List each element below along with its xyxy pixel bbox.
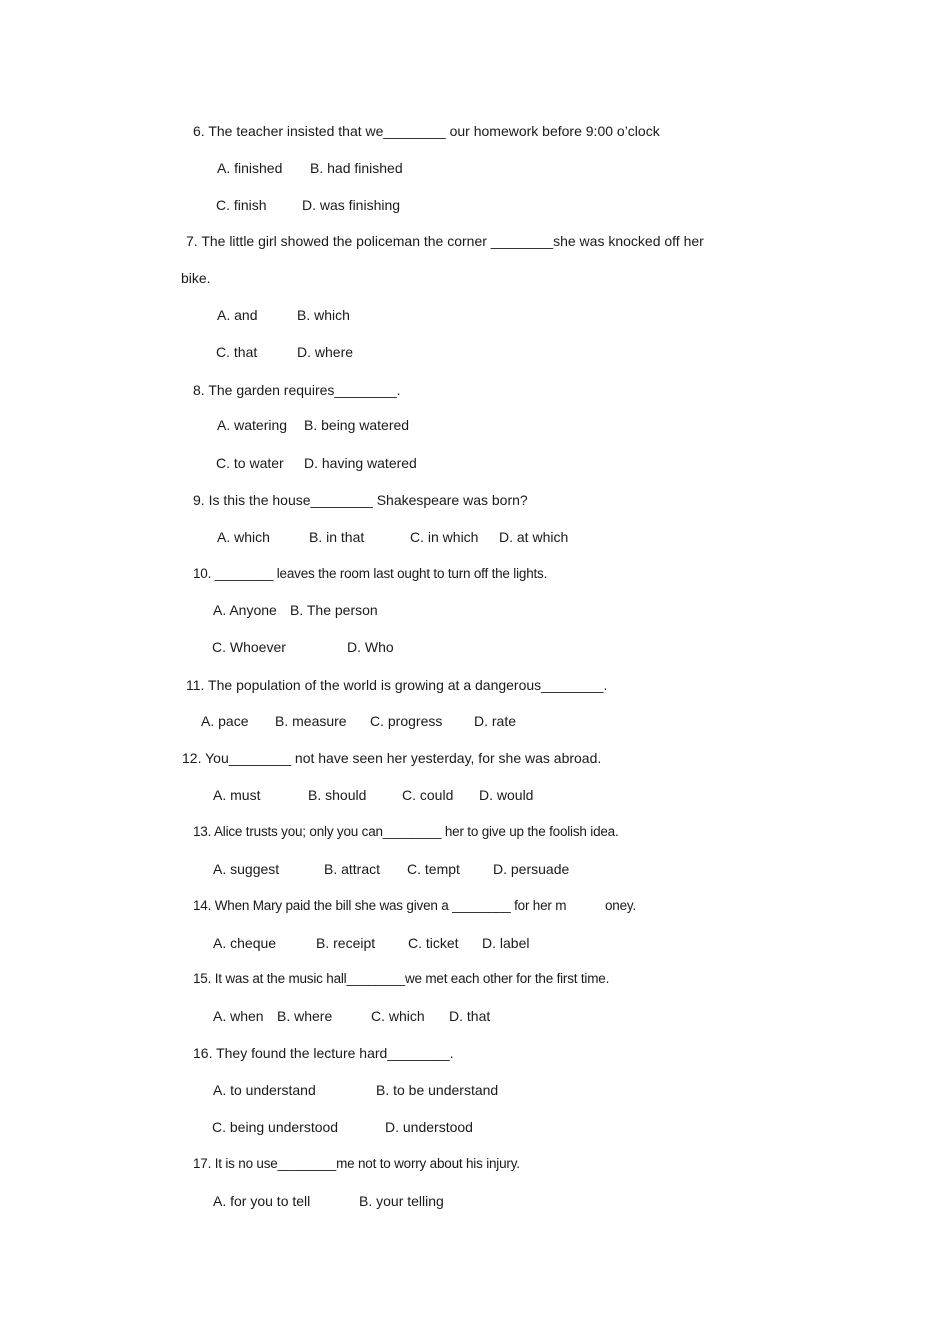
question-12-stem: 12. You________ not have seen her yesterday, for she was abroad. (182, 750, 602, 766)
question-14-stem: 14. When Mary paid the bill she was given a ________ for her m (193, 898, 567, 913)
question-8-option-c: C. to water (216, 455, 284, 471)
question-9-stem: 9. Is this the house________ Shakespeare was born? (193, 492, 528, 508)
question-17-option-a: A. for you to tell (213, 1193, 311, 1209)
question-6-stem: 6. The teacher insisted that we________ our homework before 9:00 o’clock (193, 123, 660, 139)
question-6-option-a: A. finished (217, 160, 283, 176)
question-14-option-c: C. ticket (408, 935, 459, 951)
question-7-option-a: A. and (217, 307, 258, 323)
question-10-option-a: A. Anyone (213, 602, 277, 618)
question-9-option-b: B. in that (309, 529, 365, 545)
question-17-option-b: B. your telling (359, 1193, 444, 1209)
question-16-option-a: A. to understand (213, 1082, 316, 1098)
question-9-option-a: A. which (217, 529, 270, 545)
question-8-stem: 8. The garden requires________. (193, 382, 401, 398)
question-16-option-d: D. understood (385, 1119, 473, 1135)
question-7-option-d: D. where (297, 344, 354, 360)
question-8-option-a: A. watering (217, 417, 288, 433)
question-14-option-a: A. cheque (213, 935, 277, 951)
question-13-option-d: D. persuade (493, 861, 570, 877)
question-10-option-c: C. Whoever (212, 639, 286, 655)
question-11-option-d: D. rate (474, 713, 517, 729)
question-11-option-b: B. measure (275, 713, 347, 729)
question-15-option-b: B. where (277, 1008, 333, 1024)
question-16-stem: 16. They found the lecture hard________. (193, 1045, 454, 1061)
question-12-option-c: C. could (402, 787, 454, 803)
question-10-option-d: D. Who (347, 639, 394, 655)
question-15-option-a: A. when (213, 1008, 264, 1024)
question-8-option-d: D. having watered (304, 455, 417, 471)
question-13-stem: 13. Alice trusts you; only you can________ her to give up the foolish idea. (193, 824, 619, 839)
question-12-option-a: A. must (213, 787, 261, 803)
question-14-option-d: D. label (482, 935, 530, 951)
question-7-option-c: C. that (216, 344, 258, 360)
question-16-option-b: B. to be understand (376, 1082, 499, 1098)
question-6-option-c: C. finish (216, 197, 267, 213)
question-8-option-b: B. being watered (304, 417, 410, 433)
question-13-option-c: C. tempt (407, 861, 460, 877)
question-14-option-b: B. receipt (316, 935, 376, 951)
question-11-option-c: C. progress (370, 713, 443, 729)
question-6-option-d: D. was finishing (302, 197, 401, 213)
question-12-option-d: D. would (479, 787, 534, 803)
question-10-option-b: B. The person (290, 602, 378, 618)
question-12-option-b: B. should (308, 787, 367, 803)
question-11-stem: 11. The population of the world is growing at a dangerous________. (186, 677, 608, 693)
question-14-stem-tail: oney. (605, 898, 637, 913)
question-17-stem: 17. It is no use________me not to worry about his injury. (193, 1156, 520, 1171)
question-9-option-c: C. in which (410, 529, 479, 545)
question-13-option-a: A. suggest (213, 861, 280, 877)
question-7-option-b: B. which (297, 307, 350, 323)
question-10-stem: 10. ________ leaves the room last ought to turn off the lights. (193, 566, 548, 581)
question-11-option-a: A. pace (201, 713, 249, 729)
question-16-option-c: C. being understood (212, 1119, 339, 1135)
question-15-option-c: C. which (371, 1008, 425, 1024)
question-15-option-d: D. that (449, 1008, 491, 1024)
question-15-stem: 15. It was at the music hall________we met each other for the first time. (193, 971, 610, 986)
question-13-option-b: B. attract (324, 861, 381, 877)
question-6-option-b: B. had finished (310, 160, 403, 176)
question-7-stem-continuation: bike. (181, 270, 211, 286)
question-9-option-d: D. at which (499, 529, 569, 545)
question-7-stem: 7. The little girl showed the policeman the corner ________she was knocked off her (186, 233, 704, 249)
